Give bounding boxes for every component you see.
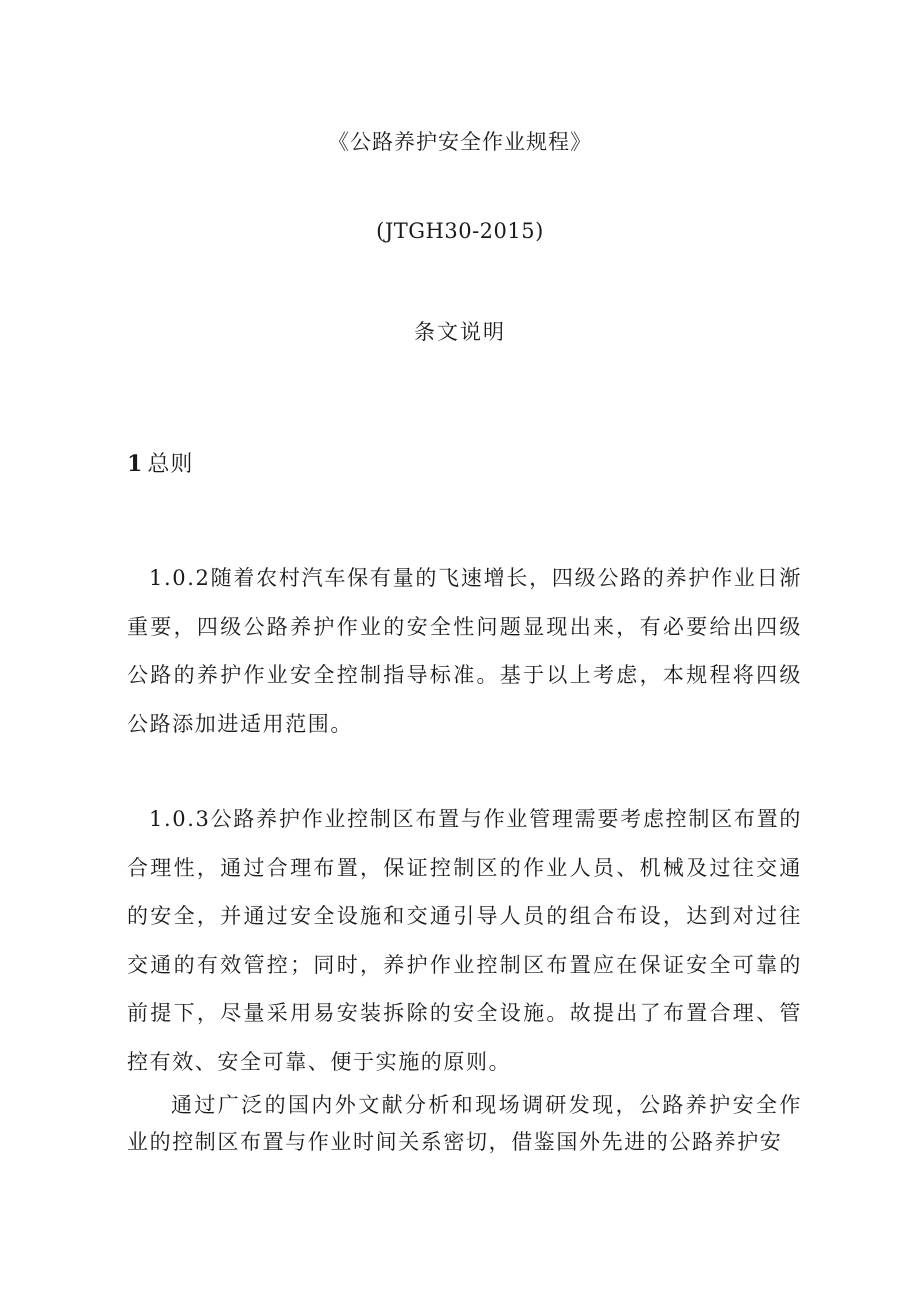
body-paragraph (127, 1087, 802, 1161)
paragraph-text: 通过广泛的国内外文献分析和现场调研发现，公路养护安全作业的控制区布置与作业时间关系密切，借鉴国外先进的公路养护安 (127, 1093, 802, 1154)
clause-text: 随着农村汽车保有量的飞速增长，四级公路的养护作业日渐重要，四级公路养护作业的安全性问题显现出来，有必要给出四级公路的养护作业安全控制指导标准。基于以上考虑，本规程将四级公路添加进适用范围。 (127, 566, 802, 736)
document-subtitle: 条文说明 (414, 320, 506, 344)
clause-text: 公路养护作业控制区布置与作业管理需要考虑控制区布置的合理性，通过合理布置，保证控制区的作业人员、机械及过往交通的安全，并通过安全设施和交通引导人员的组合布设，达到对过往交通的有效管控；同时，养护作业控制区布置应在保证安全可靠的前提下，尽量采用易安装拆除的安全设施。故提出了布置合理、管控有效、安全可靠、便于实施的原则。 (127, 807, 802, 1074)
clause-number: 1.0.3 (149, 807, 211, 831)
clause-number: 1.0.2 (149, 566, 211, 590)
clause-paragraph-1-0-3 (127, 795, 802, 1086)
document-code: (JTGH30-2015) (376, 219, 544, 243)
section-heading (127, 447, 193, 478)
clause-paragraph-1-0-2 (127, 554, 802, 748)
section-number: 1 (127, 451, 144, 477)
section-title: 总则 (147, 452, 194, 477)
document-title: 《公路养护安全作业规程》 (328, 130, 592, 154)
